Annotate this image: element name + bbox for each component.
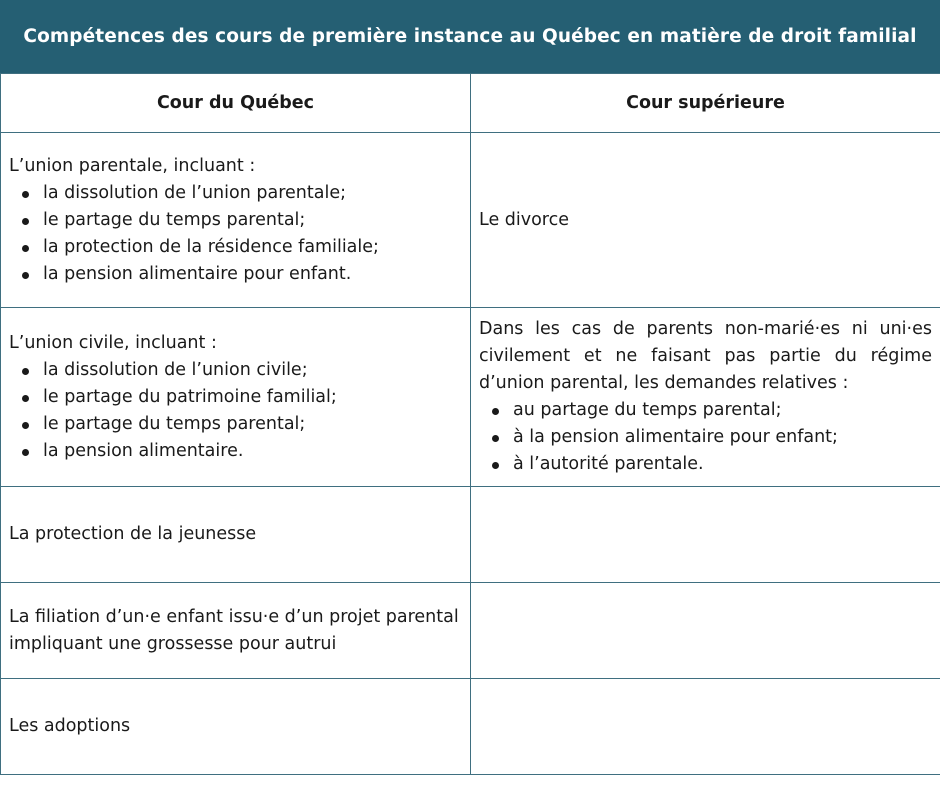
cell-protection-jeunesse: La protection de la jeunesse xyxy=(1,487,471,583)
list-item: le partage du temps parental; xyxy=(43,207,462,234)
list-item: à l’autorité parentale. xyxy=(513,451,932,478)
table-row xyxy=(1,583,940,679)
cell-parents-non-maries xyxy=(471,308,940,487)
table-row xyxy=(1,487,940,583)
table-row xyxy=(1,133,940,308)
list-item: au partage du temps parental; xyxy=(513,397,932,424)
cell-union-civile xyxy=(1,308,471,487)
list-item: la dissolution de l’union civile; xyxy=(43,357,462,384)
table-title: Compétences des cours de première instance au Québec en matière de droit familial xyxy=(0,0,940,73)
cell-intro: Dans les cas de parents non-marié·es ni uni·es civilement et ne faisant pas partie du régime d’union parental, les demandes relatives : xyxy=(479,319,932,393)
jurisdiction-table xyxy=(0,73,940,775)
bullet-list xyxy=(9,180,462,288)
list-item: la dissolution de l’union parentale; xyxy=(43,180,462,207)
cell-union-parentale xyxy=(1,133,471,308)
bullet-list xyxy=(9,357,462,465)
cell-divorce: Le divorce xyxy=(471,133,940,308)
list-item: la pension alimentaire pour enfant. xyxy=(43,261,462,288)
bullet-list xyxy=(479,397,932,478)
cell-intro: L’union civile, incluant : xyxy=(9,332,217,353)
list-item: le partage du temps parental; xyxy=(43,411,462,438)
header-cour-superieure: Cour supérieure xyxy=(471,74,940,133)
list-item: la protection de la résidence familiale; xyxy=(43,234,462,261)
empty-cell xyxy=(471,487,940,583)
cell-adoptions: Les adoptions xyxy=(1,679,471,775)
list-item: le partage du patrimoine familial; xyxy=(43,384,462,411)
table-row xyxy=(1,308,940,487)
empty-cell xyxy=(471,679,940,775)
cell-intro: L’union parentale, incluant : xyxy=(9,155,256,176)
empty-cell xyxy=(471,583,940,679)
list-item: à la pension alimentaire pour enfant; xyxy=(513,424,932,451)
table-row xyxy=(1,679,940,775)
header-cour-du-quebec: Cour du Québec xyxy=(1,74,471,133)
header-row xyxy=(1,74,940,133)
list-item: la pension alimentaire. xyxy=(43,438,462,465)
cell-filiation: La filiation d’un·e enfant issu·e d’un projet parental impliquant une grossesse pour autrui xyxy=(1,583,471,679)
